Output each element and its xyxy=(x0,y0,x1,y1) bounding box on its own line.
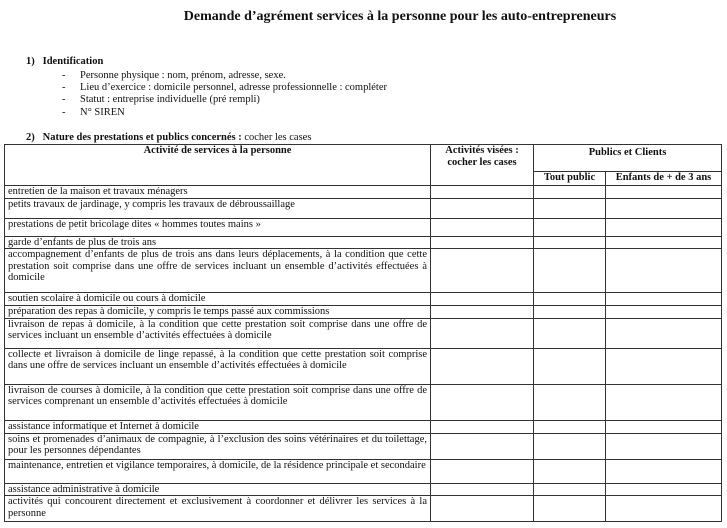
children-checkbox-cell[interactable] xyxy=(606,384,722,420)
identification-item xyxy=(62,70,387,82)
bullet-dash: - xyxy=(62,82,66,94)
children-checkbox-cell[interactable] xyxy=(606,348,722,384)
children-checkbox-cell[interactable] xyxy=(606,198,722,218)
activity-cell: maintenance, entretien et vigilance temporaires, à domicile, de la résidence principale et secondaire xyxy=(5,459,431,483)
activity-cell: soins et promenades d’animaux de compagnie, à l’exclusion des soins vétérinaires et du toilettage, pour les personnes dépendantes xyxy=(5,433,431,459)
table-row xyxy=(5,459,722,483)
table-row xyxy=(5,348,722,384)
targeted-checkbox-cell[interactable] xyxy=(431,496,534,522)
children-checkbox-cell[interactable] xyxy=(606,433,722,459)
table-row xyxy=(5,198,722,218)
children-checkbox-cell[interactable] xyxy=(606,249,722,293)
identification-item xyxy=(62,94,387,106)
all-public-checkbox-cell[interactable] xyxy=(534,318,606,348)
table-row xyxy=(5,218,722,236)
targeted-checkbox-cell[interactable] xyxy=(431,293,534,306)
all-public-checkbox-cell[interactable] xyxy=(534,249,606,293)
children-checkbox-cell[interactable] xyxy=(606,236,722,249)
document-title: Demande d’agrément services à la personne pour les auto-entrepreneurs xyxy=(183,9,617,24)
all-public-checkbox-cell[interactable] xyxy=(534,218,606,236)
header-targeted: Activités visées : cocher les cases xyxy=(431,145,534,186)
activity-cell: garde d’enfants de plus de trois ans xyxy=(5,236,431,249)
identification-item xyxy=(62,82,387,94)
identification-item-text: Statut : entreprise individuelle (pré rempli) xyxy=(80,94,260,106)
identification-list xyxy=(62,70,387,119)
targeted-checkbox-cell[interactable] xyxy=(431,306,534,319)
children-checkbox-cell[interactable] xyxy=(606,483,722,496)
targeted-checkbox-cell[interactable] xyxy=(431,186,534,199)
identification-item-text: N° SIREN xyxy=(80,106,125,118)
all-public-checkbox-cell[interactable] xyxy=(534,384,606,420)
targeted-checkbox-cell[interactable] xyxy=(431,198,534,218)
table-row xyxy=(5,496,722,522)
services-table xyxy=(4,144,722,522)
table-row xyxy=(5,293,722,306)
table-row xyxy=(5,420,722,433)
targeted-checkbox-cell[interactable] xyxy=(431,348,534,384)
header-activity: Activité de services à la personne xyxy=(5,145,431,186)
activity-cell: livraison de repas à domicile, à la condition que cette prestation soit comprise dans une offre de services incluant un ensemble d’activités effectuées à domicile xyxy=(5,318,431,348)
activity-cell: livraison de courses à domicile, à la condition que cette prestation soit comprise dans une offre de services comprenant un ensemble d’activités effectuées à domicile xyxy=(5,384,431,420)
section-prestations-title: 2) Nature des prestations et publics concernés : xyxy=(26,132,242,143)
table-row xyxy=(5,186,722,199)
children-checkbox-cell[interactable] xyxy=(606,318,722,348)
header-publics: Publics et Clients xyxy=(534,145,722,172)
activity-cell: entretien de la maison et travaux ménagers xyxy=(5,186,431,199)
identification-item-text: Personne physique : nom, prénom, adresse, sexe. xyxy=(80,70,286,81)
all-public-checkbox-cell[interactable] xyxy=(534,198,606,218)
table-header-row xyxy=(5,145,722,172)
header-children: Enfants de + de 3 ans xyxy=(606,172,722,186)
targeted-checkbox-cell[interactable] xyxy=(431,384,534,420)
table-row xyxy=(5,483,722,496)
children-checkbox-cell[interactable] xyxy=(606,420,722,433)
identification-item xyxy=(62,107,387,119)
activity-cell: soutien scolaire à domicile ou cours à domicile xyxy=(5,293,431,306)
bullet-dash: - xyxy=(62,94,66,106)
activity-cell: petits travaux de jardinage, y compris les travaux de débroussaillage xyxy=(5,198,431,218)
targeted-checkbox-cell[interactable] xyxy=(431,459,534,483)
activity-cell: prestations de petit bricolage dites « hommes toutes mains » xyxy=(5,218,431,236)
identification-item-text: Lieu d’exercice : domicile personnel, adresse professionnelle : compléter xyxy=(80,82,388,94)
all-public-checkbox-cell[interactable] xyxy=(534,433,606,459)
section-identification-heading: 1) Identification xyxy=(26,56,104,67)
all-public-checkbox-cell[interactable] xyxy=(534,236,606,249)
section-prestations-note: cocher les cases xyxy=(241,132,312,143)
targeted-checkbox-cell[interactable] xyxy=(431,318,534,348)
targeted-checkbox-cell[interactable] xyxy=(431,483,534,496)
section-prestations-heading xyxy=(26,132,311,143)
children-checkbox-cell[interactable] xyxy=(606,306,722,319)
activity-cell: assistance informatique et Internet à domicile xyxy=(5,420,431,433)
table-row xyxy=(5,236,722,249)
all-public-checkbox-cell[interactable] xyxy=(534,348,606,384)
activity-cell: collecte et livraison à domicile de linge repassé, à la condition que cette prestation soit comprise dans une offre de services incluant un ensemble d’activités effectuées à domicile xyxy=(5,348,431,384)
all-public-checkbox-cell[interactable] xyxy=(534,483,606,496)
all-public-checkbox-cell[interactable] xyxy=(534,459,606,483)
targeted-checkbox-cell[interactable] xyxy=(431,249,534,293)
table-row xyxy=(5,318,722,348)
all-public-checkbox-cell[interactable] xyxy=(534,293,606,306)
activity-cell: assistance administrative à domicile xyxy=(5,483,431,496)
targeted-checkbox-cell[interactable] xyxy=(431,218,534,236)
bullet-dash: - xyxy=(62,70,66,81)
table-row xyxy=(5,249,722,293)
children-checkbox-cell[interactable] xyxy=(606,218,722,236)
targeted-checkbox-cell[interactable] xyxy=(431,420,534,433)
children-checkbox-cell[interactable] xyxy=(606,186,722,199)
all-public-checkbox-cell[interactable] xyxy=(534,306,606,319)
children-checkbox-cell[interactable] xyxy=(606,496,722,522)
activity-cell: préparation des repas à domicile, y compris le temps passé aux commissions xyxy=(5,306,431,319)
table-row xyxy=(5,433,722,459)
activity-cell: activités qui concourent directement et exclusivement à coordonner et délivrer les services à la personne xyxy=(5,496,431,522)
activity-cell: accompagnement d’enfants de plus de trois ans dans leurs déplacements, à la condition que cette prestation soit comprise dans une offre de services incluant un ensemble d’activités effectuées à domicile xyxy=(5,249,431,293)
all-public-checkbox-cell[interactable] xyxy=(534,496,606,522)
children-checkbox-cell[interactable] xyxy=(606,293,722,306)
header-all-public: Tout public xyxy=(534,172,606,186)
bullet-dash: - xyxy=(62,106,66,118)
targeted-checkbox-cell[interactable] xyxy=(431,433,534,459)
all-public-checkbox-cell[interactable] xyxy=(534,420,606,433)
all-public-checkbox-cell[interactable] xyxy=(534,186,606,199)
table-row xyxy=(5,384,722,420)
targeted-checkbox-cell[interactable] xyxy=(431,236,534,249)
table-row xyxy=(5,306,722,319)
children-checkbox-cell[interactable] xyxy=(606,459,722,483)
